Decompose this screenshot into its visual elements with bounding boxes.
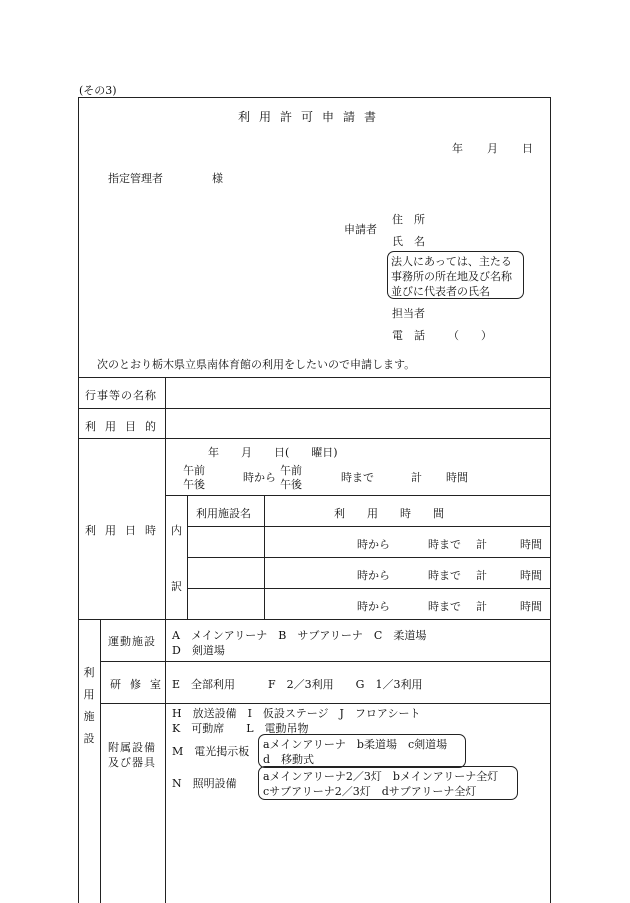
equipment-line-k[interactable]: K 可動席 L 電動吊物 bbox=[172, 722, 309, 735]
corp-note-line3: 並びに代表者の氏名 bbox=[391, 285, 490, 298]
training-options[interactable]: E 全部利用 F 2／3利用 G 1／3利用 bbox=[172, 678, 423, 691]
entry-1-total: 計 bbox=[476, 538, 487, 551]
event-name-label: 行事等の名称 bbox=[85, 389, 157, 402]
am-label-end[interactable]: 午前 bbox=[280, 464, 302, 477]
lighting-opts-2[interactable]: cサブアリーナ2／3灯 dサブアリーナ全灯 bbox=[263, 785, 477, 798]
entry-2-until[interactable]: 時まで bbox=[428, 569, 461, 582]
from-label: 時から bbox=[243, 471, 276, 484]
phone-label[interactable]: 電 話 bbox=[392, 329, 425, 342]
applicant-label: 申請者 bbox=[344, 223, 377, 236]
entry-3-until[interactable]: 時まで bbox=[428, 600, 461, 613]
page-label: (その3) bbox=[79, 84, 117, 97]
date-line[interactable]: 年 月 日( 曜日) bbox=[208, 446, 338, 459]
scoreboard-opts-1[interactable]: aメインアリーナ b柔道場 c剣道場 bbox=[263, 738, 448, 751]
sports-line2[interactable]: D 剣道場 bbox=[172, 644, 225, 657]
rule bbox=[78, 619, 550, 620]
equipment-label-2: 及び器具 bbox=[108, 756, 156, 769]
rule bbox=[187, 526, 550, 527]
form-title: 利用許可申請書 bbox=[238, 110, 386, 124]
rule bbox=[187, 557, 550, 558]
rule bbox=[165, 619, 166, 903]
entry-2-total: 計 bbox=[476, 569, 487, 582]
frame-left bbox=[78, 97, 79, 903]
rule bbox=[100, 703, 550, 704]
phone-parens[interactable]: （ ） bbox=[448, 329, 492, 342]
lighting-opts-1[interactable]: aメインアリーナ2／3灯 bメインアリーナ全灯 bbox=[263, 770, 499, 783]
contact-person-label[interactable]: 担当者 bbox=[392, 307, 425, 320]
rule bbox=[78, 438, 550, 439]
scoreboard-label[interactable]: M 電光掲示板 bbox=[172, 745, 250, 758]
until-label: 時まで bbox=[341, 471, 374, 484]
facility-header: 利用施設名 bbox=[196, 507, 251, 520]
sports-facility-label: 運動施設 bbox=[108, 635, 156, 648]
breakdown-label-1: 内 bbox=[171, 524, 182, 537]
breakdown-char: 訳 bbox=[171, 580, 182, 593]
entry-1-until[interactable]: 時まで bbox=[428, 538, 461, 551]
corp-note-line1: 法人にあっては、主たる bbox=[391, 255, 512, 268]
rule bbox=[78, 377, 550, 378]
breakdown-label-2 bbox=[171, 578, 182, 594]
rule bbox=[187, 495, 188, 619]
entry-3-total: 計 bbox=[476, 600, 487, 613]
rule bbox=[78, 408, 550, 409]
date-month[interactable]: 月 bbox=[487, 142, 498, 155]
rule bbox=[187, 588, 550, 589]
entry-2-hours[interactable]: 時間 bbox=[520, 569, 542, 582]
frame-top bbox=[78, 97, 550, 98]
lighting-label[interactable]: N 照明設備 bbox=[172, 777, 237, 790]
entry-2-from[interactable]: 時から bbox=[357, 569, 390, 582]
date-day[interactable]: 日 bbox=[522, 142, 533, 155]
entry-3-hours[interactable]: 時間 bbox=[520, 600, 542, 613]
scoreboard-opts-2[interactable]: d 移動式 bbox=[263, 753, 315, 766]
application-statement: 次のとおり栃木県立県南体育館の利用をしたいので申請します。 bbox=[97, 358, 416, 371]
equipment-label-1: 附属設備 bbox=[108, 741, 156, 754]
rule bbox=[100, 661, 550, 662]
applicant-name-label[interactable]: 氏 名 bbox=[392, 235, 425, 248]
hours-label: 時間 bbox=[446, 471, 468, 484]
rule bbox=[165, 377, 166, 619]
datetime-label: 利用日時 bbox=[85, 524, 165, 537]
am-label[interactable]: 午前 bbox=[183, 464, 205, 477]
pm-label[interactable]: 午後 bbox=[183, 478, 205, 491]
pm-label-end[interactable]: 午後 bbox=[280, 478, 302, 491]
time-header: 利 用 時 間 bbox=[334, 507, 444, 520]
rule bbox=[264, 495, 265, 619]
equipment-line-h[interactable]: H 放送設備 I 仮設ステージ J フロアシート bbox=[172, 707, 421, 720]
rule bbox=[165, 495, 550, 496]
training-room-label: 研修室 bbox=[110, 678, 170, 691]
total-label: 計 bbox=[411, 471, 422, 484]
rule bbox=[100, 619, 101, 903]
addressee-honorific: 様 bbox=[212, 172, 223, 185]
applicant-address-label[interactable]: 住 所 bbox=[392, 213, 425, 226]
corp-note-line2: 事務所の所在地及び名称 bbox=[391, 270, 512, 283]
entry-1-from[interactable]: 時から bbox=[357, 538, 390, 551]
facilities-vertical-label: 利用施設 bbox=[83, 666, 95, 745]
purpose-label: 利用目的 bbox=[85, 420, 165, 433]
sports-line1[interactable]: A メインアリーナ B サブアリーナ C 柔道場 bbox=[172, 629, 427, 642]
entry-1-hours[interactable]: 時間 bbox=[520, 538, 542, 551]
date-year[interactable]: 年 bbox=[452, 142, 463, 155]
frame-right bbox=[550, 97, 551, 903]
entry-3-from[interactable]: 時から bbox=[357, 600, 390, 613]
addressee-name: 指定管理者 bbox=[108, 172, 163, 185]
